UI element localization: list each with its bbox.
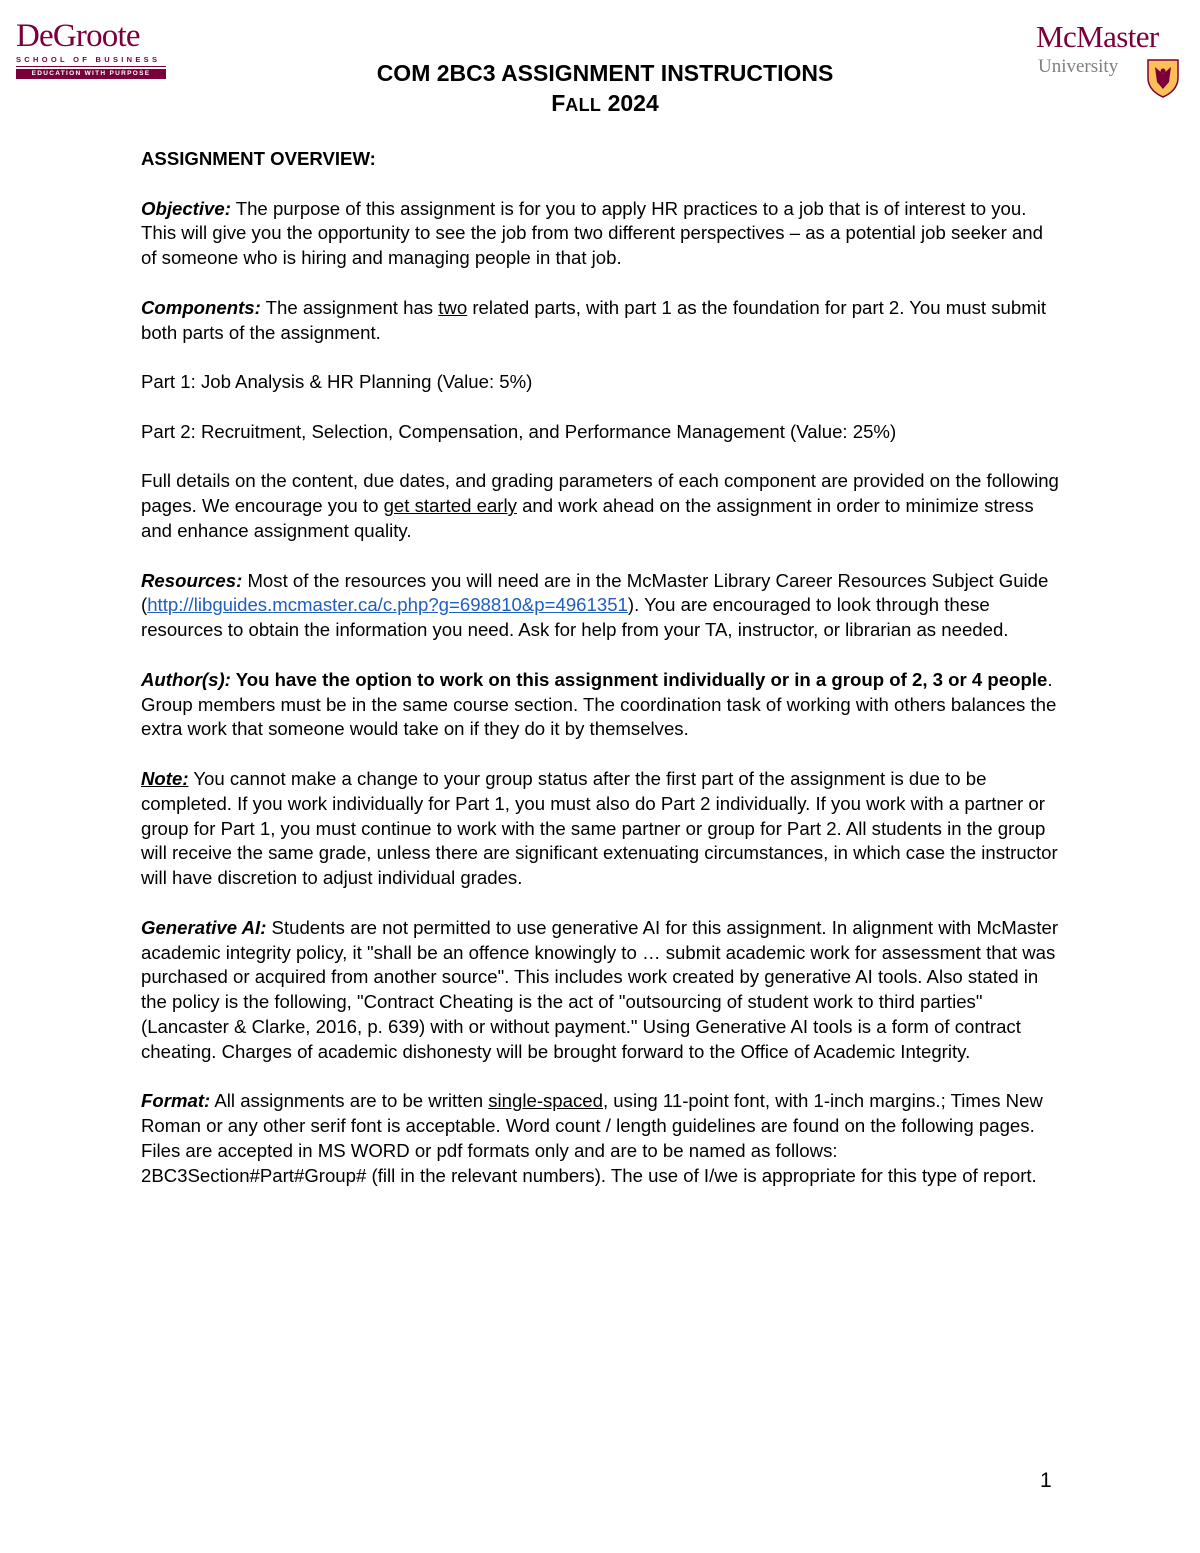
objective-label: Objective:	[141, 197, 231, 219]
components-paragraph	[141, 296, 1061, 346]
authors-text-after: . Group members must be in the same course section. The coordination task of working with others balances the extra work that someone would take on if they do it by themselves.	[141, 668, 1057, 740]
details-underlined: get started early	[383, 495, 517, 517]
page-number: 1	[1040, 1469, 1052, 1492]
section-heading: ASSIGNMENT OVERVIEW:	[141, 148, 376, 169]
details-text-before: Full details on the content, due dates, and grading parameters of each component are provided on the following pages. We encourage you to	[141, 470, 1059, 517]
degroote-tagline: EDUCATION WITH PURPOSE	[16, 69, 166, 79]
generative-ai-label: Generative AI:	[141, 916, 267, 938]
part1-line: Part 1: Job Analysis & HR Planning (Value: 5%)	[141, 371, 533, 393]
note-label: Note:	[141, 767, 189, 789]
resources-text-before: Most of the resources you will need are in the McMaster Library Career Resources Subject Guide (	[141, 569, 1049, 616]
components-text-after: related parts, with part 1 as the foundation for part 2. You must submit both parts of the assignment.	[141, 296, 1047, 343]
resources-text-after: ). You are encouraged to look through these resources to obtain the information you need. Ask for help from your TA, instructor, or librarian as needed.	[141, 594, 1009, 641]
details-text-after: and work ahead on the assignment in order to minimize stress and enhance assignment quality.	[141, 495, 1034, 541]
format-text-before: All assignments are to be written	[210, 1090, 489, 1112]
note-text: You cannot make a change to your group status after the first part of the assignment is due to be completed. If you work individually for Part 1, you must also do Part 2 individually. If you work with a partner or group for Part 1, you must continue to work with the same partner or group for Part 2. All students in the group will receive the same grade, unless there are significant extenuating circumstances, in which case the instructor will have discretion to adjust individual grades.	[141, 767, 1058, 889]
authors-paragraph	[141, 668, 1061, 742]
generative-ai-text: Students are not permitted to use generative AI for this assignment. In alignment with McMaster academic integrity policy, it "shall be an offence knowingly to … submit academic work for assessment that was purchased or acquired from another source". This includes work created by generative AI tools. Also stated in the policy is the following, "Contract Cheating is the act of "outsourcing of student work to third parties" (Lancaster & Clarke, 2016, p. 639) with or without payment." Using Generative AI tools is a form of contract cheating. Charges of academic dishonesty will be brought forward to the Office of Academic Integrity.	[141, 916, 1059, 1062]
page-title: COM 2BC3 ASSIGNMENT INSTRUCTIONS	[376, 60, 834, 86]
term-initial: F	[551, 90, 566, 116]
resources-label: Resources:	[141, 569, 243, 591]
degroote-wordmark: DeGroote	[16, 18, 140, 54]
details-paragraph	[141, 469, 1061, 543]
objective-paragraph	[141, 197, 1061, 271]
mcmaster-wordmark: McMaster	[1036, 19, 1159, 54]
library-guide-link[interactable]: http://libguides.mcmaster.ca/c.php?g=698810&p=4961351	[147, 594, 628, 616]
generative-ai-paragraph	[141, 916, 1061, 1065]
term-rest: ALL	[565, 95, 602, 115]
degroote-school-label: SCHOOL OF BUSINESS	[16, 55, 161, 64]
authors-label: Author(s):	[141, 668, 231, 690]
mcmaster-university-label: University	[1038, 56, 1119, 77]
resources-paragraph	[141, 569, 1061, 643]
term-subtitle	[0, 88, 1200, 120]
components-text-before: The assignment has	[260, 296, 439, 318]
assignment-overview	[141, 147, 1061, 1213]
components-underlined: two	[438, 296, 468, 318]
format-underlined: single-spaced	[488, 1090, 603, 1112]
format-paragraph	[141, 1089, 1061, 1188]
part2-line: Part 2: Recruitment, Selection, Compensation, and Performance Management (Value: 25%)	[141, 420, 897, 442]
components-label: Components:	[141, 296, 261, 318]
authors-bold-text: You have the option to work on this assignment individually or in a group of 2, 3 or 4 people	[230, 668, 1048, 690]
format-text-after: , using 11-point font, with 1-inch margins.; Times New Roman or any other serif font is acceptable. Word count / length guidelines are found on the following pages. Files are accepted in MS WORD or pdf formats only and are to be named as follows: 2BC3Section#Part#Group# (fill in the relevant numbers). The use of I/we is appropriate for this type of report.	[141, 1090, 1043, 1186]
objective-text: The purpose of this assignment is for you to apply HR practices to a job that is of interest to you. This will give you the opportunity to see the job from two different perspectives – as a potential job seeker and of someone who is hiring and managing people in that job.	[141, 197, 1043, 269]
format-label: Format:	[141, 1090, 211, 1112]
note-paragraph	[141, 767, 1061, 891]
term-year: 2024	[607, 90, 659, 116]
